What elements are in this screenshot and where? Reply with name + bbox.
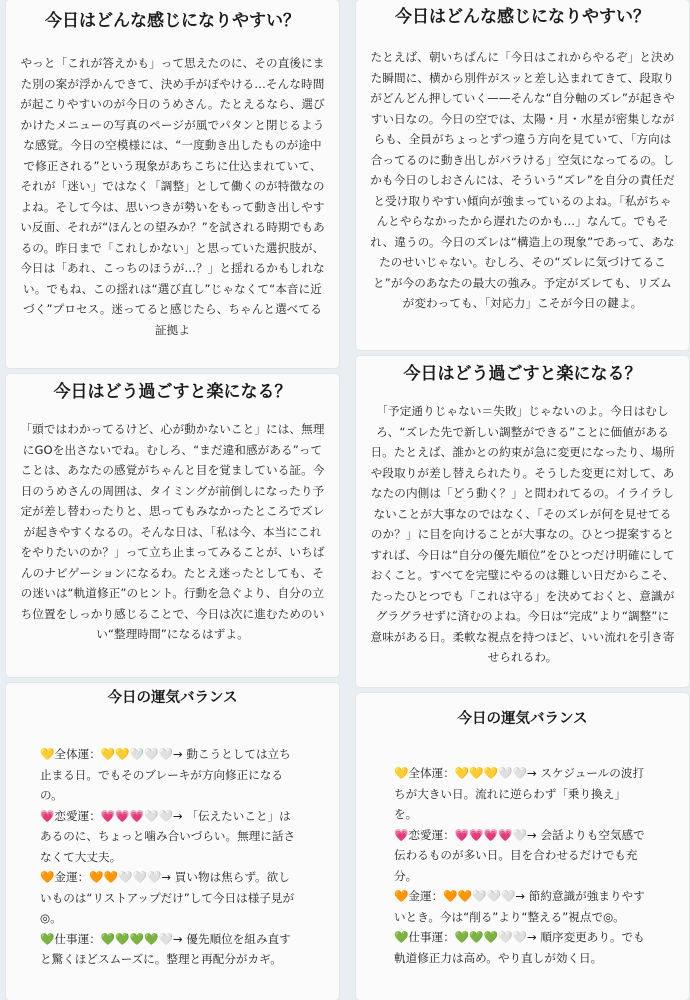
luck-list [394, 763, 645, 968]
luck-money: 🧡金運：🧡🧡🤍🤍🤍→ 買い物は焦らず。欲しいものは“リストアップだけ”して今日は様子見が◎。 [40, 870, 295, 925]
left-section-how-to-spend [6, 374, 339, 677]
section-body: 「頭ではわかってるけど、心が動かないこと」には、無理にGOを出さないでね。むしろ、“まだ違和感がある”ってことは、あなたの感覚がちゃんと目を覚ましている証。今日のうめさんの周囲は、タイミングが前倒しになったり予定が差し替わったりと、思ってもみなかったところでズレが起きやすくなるの。そんな日は、「私は今、本当にこれをやりたいのか？」って立ち止まってみることが、いちばんのナビゲーションになるわ。たとえ迷ったとしても、その迷いは“軌道修正”のヒント。行動を急ぐより、自分の立ち位置をしっかり感じることで、今日は次に進むためのいい“整理時間”になるはずよ。 [20, 422, 325, 641]
luck-work: 💚仕事運：💚💚💚🤍🤍→ 順序変更あり。でも軌道修正力は高め。やり直しが効く日。 [394, 930, 645, 965]
luck-list [40, 744, 301, 970]
section-title: 今日はどんな感じになりやすい？ [395, 7, 650, 27]
section-title: 今日はどんな感じになりやすい？ [45, 11, 300, 31]
right-section-luck-balance [356, 693, 689, 1000]
section-title: 今日はどう過ごすと楽になる？ [53, 382, 292, 402]
right-section-today-mood [356, 0, 689, 350]
left-section-today-mood [6, 0, 339, 368]
section-title: 今日はどう過ごすと楽になる？ [403, 364, 642, 384]
left-column [6, 0, 339, 1000]
luck-overall: 💛全体運：💛💛💛🤍🤍→ スケジュールの波打ちが大きい日。流れに逆らわず「乗り換え」を。 [394, 766, 645, 821]
section-body: 「予定通りじゃない＝失敗」じゃないのよ。今日はむしろ、“ズレた先で新しい調整ができる”ことに価値がある日。たとえば、誰かとの約束が急に変更になったり、場所や段取りが差し替えられたり。そうした変更に対して、あなたの内側は「どう動く？」と問われてるの。イライラしないことが大事なのではなく、「そのズレが何を見せてるのか？」に目を向けることが大事なの。ひとつ提案するとすれば、今日は“自分の優先順位”をひとつだけ明確にしておくこと。すべてを完璧にやるのは難しい日だからこそ、たったひとつでも「これは守る」を決めておくと、意識がグラグラせずに済むのよね。今日は“完成”より“調整”に意味がある日。柔軟な視点を持つほど、いい流れを引き寄せられるわ。 [370, 404, 675, 664]
section-body: やっと「これが答えかも」って思えたのに、その直後にまた別の案が浮かんできて、決め手がぼやける…そんな時間が起こりやすいのが今日のうめさん。たとえるなら、選びかけたメニューの写真のページが風でパタンと閉じるような感覚。今日の空模様には、“一度動き出したものが途中で修正される”という現象があちこちに仕込まれていて、それが「迷い」ではなく「調整」として働くのが特徴なのよね。そして今は、思いつきが勢いをもって動き出しやすい反面、それが“ほんとの望みか？”を試される時期でもあるの。昨日まで「これしかない」と思っていた選択肢が、今日は「あれ、こっちのほうが…？」と揺れるかもしれない。でもね、この揺れは“選び直し”じゃなくて“本音に近づく”プロセス。迷ってると感じたら、ちゃんと選べてる証拠よ [20, 56, 325, 337]
left-section-luck-balance [6, 683, 339, 1000]
luck-love: 💗恋愛運：💗💗💗💗🤍→ 会話よりも空気感で伝わるものが多い日。目を合わせるだけでも充分。 [394, 827, 645, 883]
right-column [356, 0, 689, 1000]
section-body: たとえば、朝いちばんに「今日はこれからやるぞ」と決めた瞬間に、横から別件がスッと差し込まれてきて、段取りがどんどん押していく——そんな“自分軸のズレ”が起きやすい日なの。今日の空では、太陽・月・水星が密集しながらも、全員がちょっとずつ違う方向を見ていて、「方向は合ってるのに動き出しがバラける」空気になってるの。しかも今日のしおさんには、そういう“ズレ”を自分の責任だと受け取りやすい傾向が強まっているのよね。「私がちゃんとやらなかったから遅れたのかも…」なんて。でもそれ、違うの。今日のズレは“構造上の現象”であって、あなたのせいじゃない。むしろ、その“ズレに気づけてること”が今のあなたの最大の強み。予定がズレても、リズムが変わっても、「対応力」こそが今日の鍵よ。 [370, 50, 675, 310]
luck-love: 💗恋愛運：💗💗💗🤍🤍→ 「伝えたいこと」はあるのに、ちょっと噛み合いづらい。無理に話さなくて大丈夫。 [40, 808, 296, 864]
luck-work: 💚仕事運：💚💚💚💚🤍→ 優先順位を組み直すと驚くほどスムーズに。整理と再配分がカギ。 [40, 931, 291, 966]
right-section-how-to-spend [356, 356, 689, 687]
section-title: 今日の運気バランス [107, 690, 238, 706]
luck-money: 🧡金運：🧡🧡🤍🤍🤍→ 節約意識が強まりやすいとき。今は“削る”より“整える”視点で◎。 [394, 889, 645, 924]
luck-overall: 💛全体運：💛💛🤍🤍🤍→ 動こうとしては立ち止まる日。でもそのブレーキが方向修正になるの。 [40, 747, 291, 802]
section-title: 今日の運気バランス [457, 711, 588, 727]
